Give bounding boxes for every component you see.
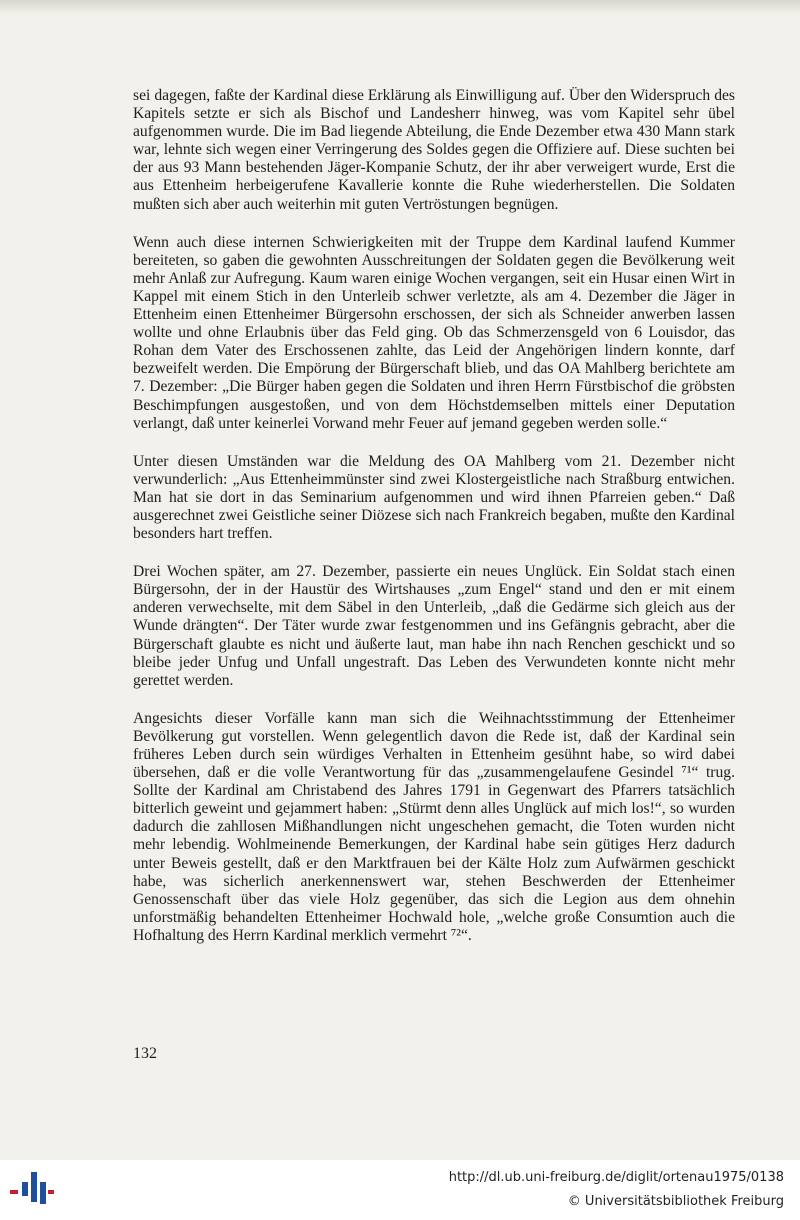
paragraph-3: Unter diesen Umständen war die Meldung des OA Mahlberg vom 21. Dezember nicht verwunderlich: „Aus Ettenheimmünster sind zwei Klostergeistliche nach Straßburg entwichen. Man hat sie dort in das Seminarium aufgenommen und wird ihnen Pfarreien geben.“ Daß ausgerechnet zwei Geistliche seiner Diözese sich nach Frankreich begaben, mußte den Kardinal besonders hart treffen. xyxy=(133,452,735,543)
paragraph-4: Drei Wochen später, am 27. Dezember, passierte ein neues Unglück. Ein Soldat stach einen Bürgersohn, der in der Haustür des Wirtshauses „zum Engel“ stand und den er mit einem anderen verwechselte, mit dem Säbel in den Unterleib, „daß die Gedärme sich gleich aus der Wunde drängten“. Der Täter wurde zwar festgenommen und ins Gefängnis gebracht, aber die Bürgerschaft glaubte es nicht und äußerte laut, man habe ihn nach Renchen geschickt und so bleibe jeder Unfug und Unfall ungestraft. Das Leben des Verwundeten konnte nicht mehr gerettet werden. xyxy=(133,563,735,689)
ub-freiburg-logo-icon xyxy=(10,1170,54,1214)
paragraph-2: Wenn auch diese internen Schwierigkeiten mit der Truppe dem Kardinal laufend Kummer bereiteten, so gaben die gewohnten Ausschreitungen der Soldaten gegen die Bevölkerung weit mehr Anlaß zur Aufregung. Kaum waren einige Wochen vergangen, seit ein Husar einen Wirt in Kappel mit einem Stich in den Unterleib schwer verletzte, als am 4. Dezember die Jäger in Ettenheim einen Ettenheimer Bürgersohn erschossen, der sich als Schneider anwerben lassen wollte und ohne Erlaubnis über das Feld ging. Ob das Schmerzensgeld von 6 Louisdor, das Rohan dem Vater des Erschossenen zahlte, das Leid der Angehörigen lindern konnte, darf bezweifelt werden. Die Empörung der Bürgerschaft blieb, und das OA Mahlberg berichtete am 7. Dezember: „Die Bürger haben gegen die Soldaten und ihren Herrn Fürstbischof die gröbsten Beschimpfungen ausgestoßen, und von dem Höchstdemselben mittels einer Deputation verlangt, daß unter keinerlei Vorwand mehr Feuer auf jemand gegeben werden solle.“ xyxy=(133,233,735,432)
viewer-footer xyxy=(0,1160,800,1220)
page-number: 132 xyxy=(133,1045,157,1062)
page-top-edge xyxy=(0,0,800,14)
body-text xyxy=(133,87,735,965)
copyright-notice: © Universitätsbibliothek Freiburg xyxy=(567,1194,784,1209)
paragraph-1: sei dagegen, faßte der Kardinal diese Erklärung als Einwilligung auf. Über den Widerspruch des Kapitels setzte er sich als Bischof und Landesherr hinweg, was vom Kapitel sehr übel aufgenommen wurde. Die im Bad liegende Abteilung, die Ende Dezember etwa 430 Mann stark war, lehnte sich wegen einer Verringerung des Soldes gegen die Offiziere auf. Diese suchten bei der aus 93 Mann bestehenden Jäger-Kompanie Schutz, der ihr aber verweigert wurde, Erst die aus Ettenheim herbeigerufene Kavallerie konnte die Ruhe wiederherstellen. Die Soldaten mußten sich aber auch weiterhin mit guten Vertröstungen begnügen. xyxy=(133,87,735,213)
source-url[interactable]: http://dl.ub.uni-freiburg.de/diglit/ortenau1975/0138 xyxy=(448,1170,784,1185)
paragraph-5: Angesichts dieser Vorfälle kann man sich die Weihnachtsstimmung der Ettenheimer Bevölkerung gut vorstellen. Wenn gelegentlich davon die Rede ist, daß der Kardinal sein früheres Leben durch sein würdiges Verhalten in Ettenheim gesühnt habe, so wird dabei übersehen, daß er die volle Verantwortung für das „zusammengelaufene Gesindel ⁷¹“ trug. Sollte der Kardinal am Christabend des Jahres 1791 in Gegenwart des Pfarrers tatsächlich bitterlich geweint und gejammert haben: „Stürmt denn alles Unglück auf mich los!“, so wurden dadurch die zahllosen Mißhandlungen nicht ungeschehen gemacht, die Toten wurden nicht mehr lebendig. Wohlmeinende Bemerkungen, der Kardinal habe sein gütiges Herz dadurch unter Beweis gestellt, daß er den Marktfrauen bei der Kälte Holz zum Aufwärmen geschickt habe, was sicherlich anerkennenswert war, stehen Beschwerden der Ettenheimer Genossenschaft über das viele Holz gegenüber, das sich die Legion aus dem ohnehin unforstmäßig behandelten Ettenheimer Hochwald hole, „welche große Consumtion auch die Hofhaltung des Herrn Kardinal merklich vermehrt ⁷²“. xyxy=(133,709,735,944)
